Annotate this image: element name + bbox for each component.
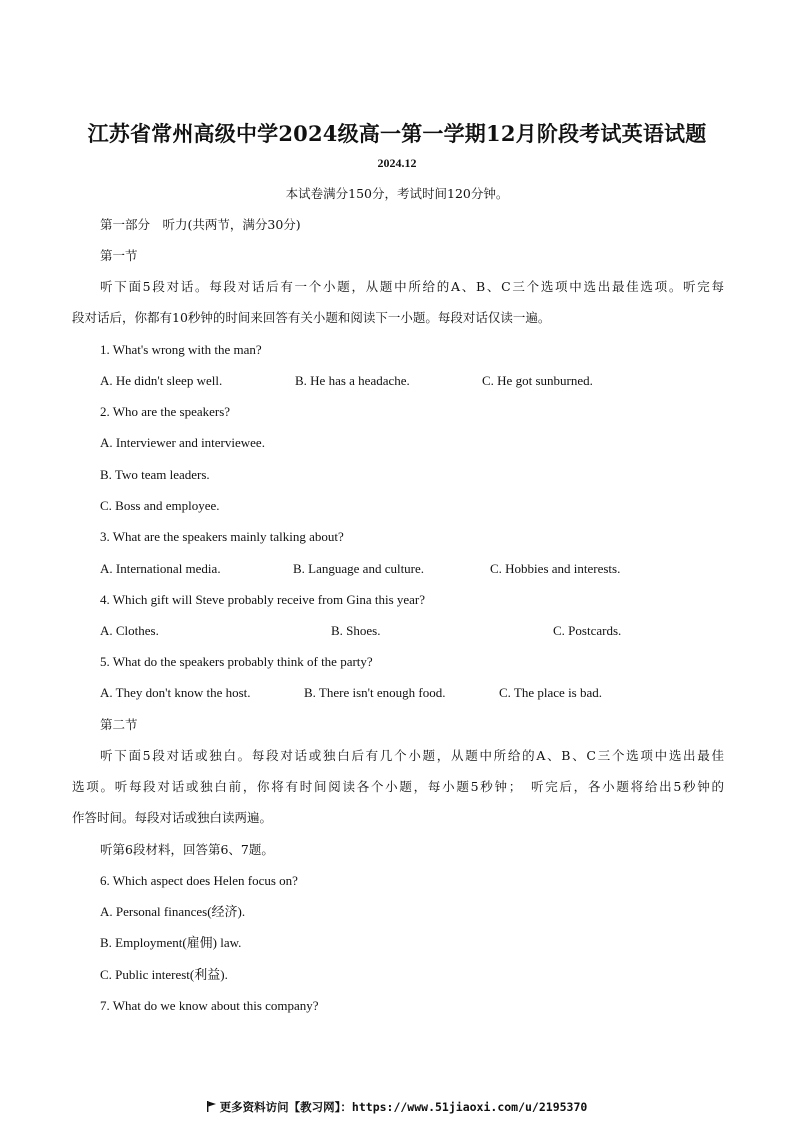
- question-1-stem: 1. What's wrong with the man?: [100, 342, 262, 357]
- exam-title: 江苏省常州高级中学2024级高一第一学期12月阶段考试英语试题: [87, 121, 707, 146]
- section1-instructions-line1: 听下面5段对话。每段对话后有一个小题，从题中所给的A、B、C三个选项中选出最佳选项。听完每: [100, 279, 724, 294]
- section1-instructions-line2: 段对话后，你都有10秒钟的时间来回答有关小题和阅读下一小题。每段对话仅读一遍。: [72, 310, 551, 325]
- question-7-stem: 7. What do we know about this company?: [100, 998, 319, 1013]
- question-3-option-a: A. International media.: [100, 561, 221, 576]
- question-6-option-c: C. Public interest(利益).: [100, 967, 228, 982]
- question-4-option-a: A. Clothes.: [100, 623, 159, 638]
- question-1-option-c: C. He got sunburned.: [482, 373, 593, 388]
- section2-instructions-line1: 听下面5段对话或独白。每段对话或独白后有几个小题，从题中所给的A、B、C三个选项中选出最佳: [100, 748, 724, 763]
- exam-date: 2024.12: [377, 156, 417, 170]
- section2-instructions-line2: 选项。听每段对话或独白前，你将有时间阅读各个小题，每小题5秒钟； 听完后，各小题将给出5秒钟的: [72, 779, 724, 794]
- question-2-option-c: C. Boss and employee.: [100, 498, 220, 513]
- question-5-option-a: A. They don't know the host.: [100, 685, 251, 700]
- question-6-stem: 6. Which aspect does Helen focus on?: [100, 873, 298, 888]
- question-3-option-b: B. Language and culture.: [293, 561, 425, 576]
- footer-link[interactable]: [0, 1099, 794, 1115]
- question-3-option-c: C. Hobbies and interests.: [490, 561, 621, 576]
- question-4-option-c: C. Postcards.: [553, 623, 622, 638]
- question-5-option-b: B. There isn't enough food.: [304, 685, 446, 700]
- part1-heading: 第一部分 听力(共两节，满分30分): [100, 217, 301, 232]
- question-5-stem: 5. What do the speakers probably think of the party?: [100, 654, 373, 669]
- section2-instructions-line3: 作答时间。每段对话或独白读两遍。: [72, 810, 273, 825]
- question-1-option-b: B. He has a headache.: [295, 373, 410, 388]
- question-2-option-b: B. Two team leaders.: [100, 467, 210, 482]
- question-4-stem: 4. Which gift will Steve probably receive from Gina this year?: [100, 592, 426, 607]
- section1-heading: 第一节: [100, 248, 138, 263]
- flag-icon: [207, 1101, 216, 1112]
- question-3-stem: 3. What are the speakers mainly talking about?: [100, 529, 344, 544]
- exam-intro: 本试卷满分150分，考试时间120分钟。: [285, 186, 509, 201]
- question-6-option-b: B. Employment(雇佣) law.: [100, 935, 242, 950]
- footer-text: 更多资料访问【教习网】：https://www.51jiaoxi.com/u/2195370: [219, 1100, 588, 1114]
- question-1-option-a: A. He didn't sleep well.: [100, 373, 223, 388]
- question-6-option-a: A. Personal finances(经济).: [100, 904, 246, 919]
- section2-heading: 第二节: [100, 717, 138, 732]
- question-5-option-c: C. The place is bad.: [499, 685, 603, 700]
- question-4-option-b: B. Shoes.: [331, 623, 381, 638]
- material-6-heading: 听第6段材料，回答第6、7题。: [100, 842, 274, 857]
- question-2-stem: 2. Who are the speakers?: [100, 404, 231, 419]
- question-2-option-a: A. Interviewer and interviewee.: [100, 435, 265, 450]
